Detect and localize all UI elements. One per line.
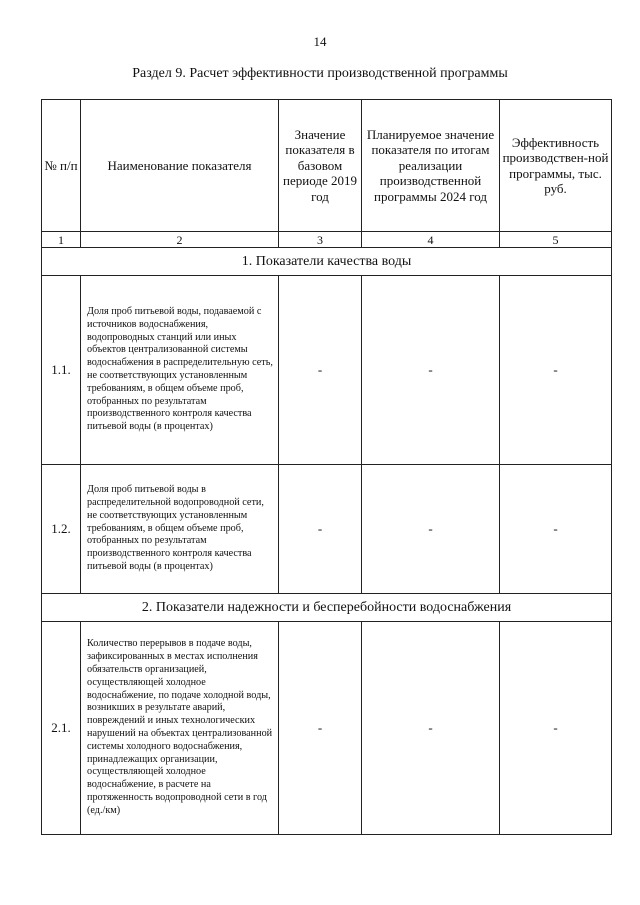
section-title: Раздел 9. Расчет эффективности производственной программы	[132, 66, 508, 81]
header-planned-value: Планируемое значение показателя по итогам реализации производственной программы 2024 год	[362, 100, 500, 232]
row-planned-value: -	[362, 465, 500, 594]
row-index: 1.2.	[42, 465, 81, 594]
header-efficiency: Эффективность производствен-ной программы, тыс. руб.	[500, 100, 612, 232]
header-base-value: Значение показателя в базовом периоде 2019 год	[279, 100, 362, 232]
column-number: 3	[279, 232, 362, 248]
column-number: 5	[500, 232, 612, 248]
row-efficiency: -	[500, 276, 612, 465]
page-number: 14	[313, 34, 327, 49]
group-header-row	[42, 594, 612, 622]
row-description: Доля проб питьевой воды, подаваемой с источников водоснабжения, водопроводных станций или иных объектов централизованной системы водоснабжения в распределительную сеть, не соответствующих установленным требованиям, в общем объеме проб, отобранных по результатам производственного контроля качества питьевой воды (в процентах)	[81, 276, 279, 465]
column-number-row	[42, 232, 612, 248]
efficiency-table	[41, 99, 612, 835]
header-name: Наименование показателя	[81, 100, 279, 232]
table-row	[42, 622, 612, 835]
row-planned-value: -	[362, 622, 500, 835]
row-index: 1.1.	[42, 276, 81, 465]
group-title: 1. Показатели качества воды	[42, 248, 612, 276]
column-number: 1	[42, 232, 81, 248]
row-planned-value: -	[362, 276, 500, 465]
row-description: Количество перерывов в подаче воды, зафиксированных в местах исполнения обязательств организацией, осуществляющей холодное водоснабжение, по подаче холодной воды, возникших в результате аварий, повреждений и иных технологических нарушений на объектах централизованной системы холодного водоснабжения, принадлежащих организации, осуществляющей холодное водоснабжение, в расчете на протяженность водопроводной сети в год (ед./км)	[81, 622, 279, 835]
header-row	[42, 100, 612, 232]
row-base-value: -	[279, 465, 362, 594]
row-efficiency: -	[500, 622, 612, 835]
row-efficiency: -	[500, 465, 612, 594]
row-index: 2.1.	[42, 622, 81, 835]
group-header-row	[42, 248, 612, 276]
row-base-value: -	[279, 276, 362, 465]
table-row	[42, 465, 612, 594]
table-row	[42, 276, 612, 465]
column-number: 4	[362, 232, 500, 248]
header-num: № п/п	[42, 100, 81, 232]
group-title: 2. Показатели надежности и бесперебойности водоснабжения	[42, 594, 612, 622]
row-base-value: -	[279, 622, 362, 835]
row-description: Доля проб питьевой воды в распределительной водопроводной сети, не соответствующих установленным требованиям, в общем объеме проб, отобранных по результатам производственного контроля качества питьевой воды (в процентах)	[81, 465, 279, 594]
column-number: 2	[81, 232, 279, 248]
